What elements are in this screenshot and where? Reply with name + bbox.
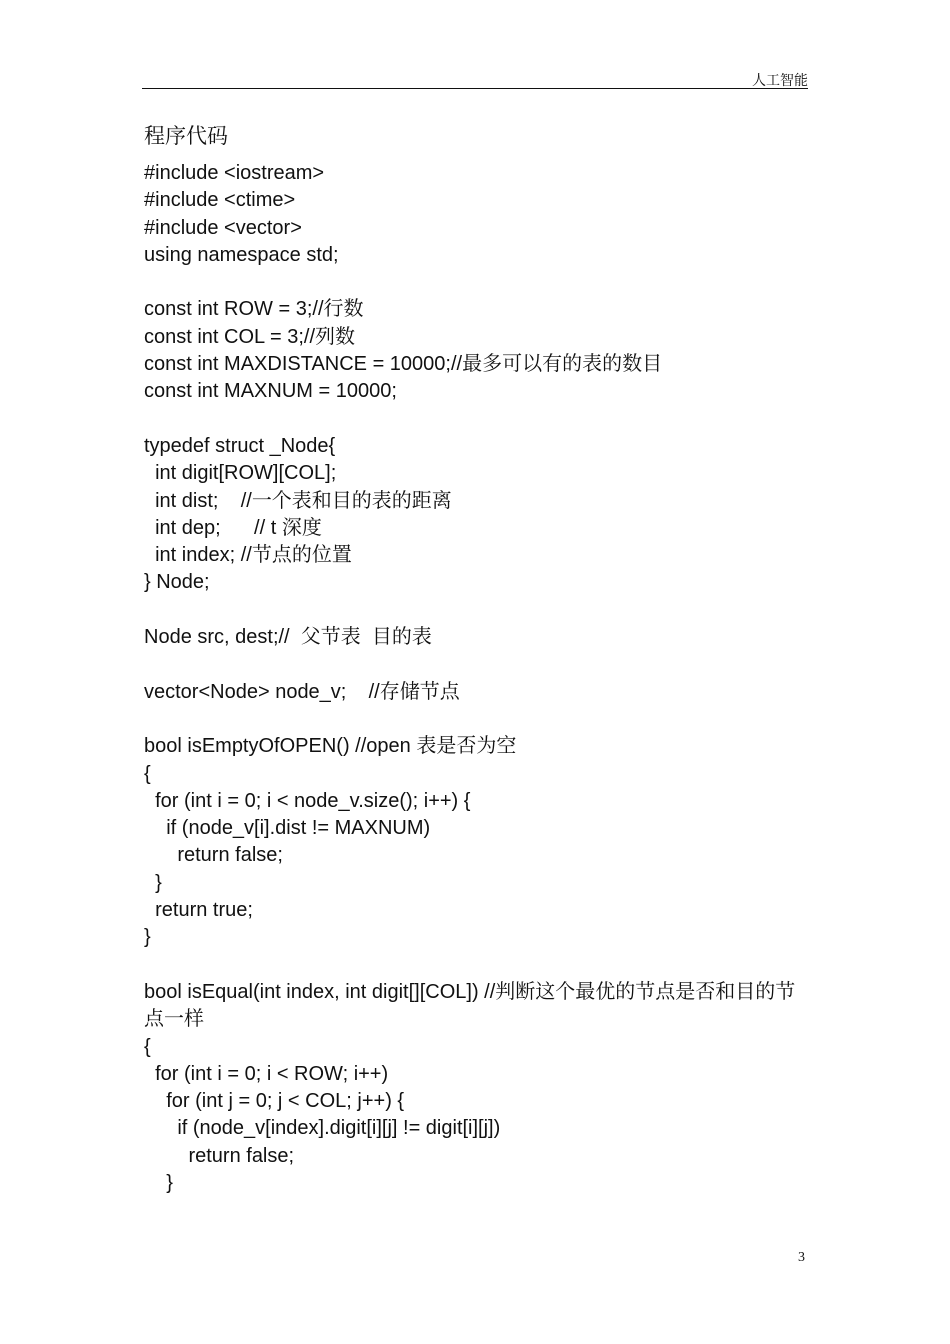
code-line — [144, 706, 810, 733]
section-title: 程序代码 — [144, 124, 228, 148]
code-line: using namespace std; — [144, 243, 339, 266]
code-line: const int ROW = 3;//行数 — [144, 298, 364, 321]
code-line: int index; //节点的位置 — [144, 544, 352, 567]
code-line: typedef struct _Node{ — [144, 434, 336, 457]
running-header: 人工智能 — [752, 73, 808, 89]
code-line: const int MAXNUM = 10000; — [144, 380, 397, 403]
code-line: if (node_v[i].dist != MAXNUM) — [144, 817, 431, 840]
code-line: int dist; //一个表和目的表的距离 — [144, 489, 452, 512]
code-line — [144, 269, 810, 296]
code-line: #include <iostream> — [144, 162, 325, 184]
code-line — [144, 651, 810, 678]
code-line: int digit[ROW][COL]; — [144, 462, 337, 485]
code-line: if (node_v[index].digit[i][j] != digit[i][j]) — [144, 1117, 501, 1140]
code-line: const int MAXDISTANCE = 10000;//最多可以有的表的数目 — [144, 353, 663, 376]
code-line: for (int i = 0; i < node_v.size(); i++) { — [144, 789, 471, 812]
code-line: const int COL = 3;//列数 — [144, 325, 356, 348]
code-line: #include <ctime> — [144, 189, 296, 212]
code-block — [144, 160, 810, 1197]
code-line: for (int j = 0; j < COL; j++) { — [144, 1090, 405, 1113]
code-line — [144, 597, 810, 624]
code-line — [144, 406, 810, 433]
header-rule — [142, 88, 808, 89]
code-line: int dep; // t 深度 — [144, 516, 322, 539]
code-line: } — [144, 871, 162, 894]
code-line: bool isEmptyOfOPEN() //open 表是否为空 — [144, 735, 517, 758]
code-line — [144, 952, 810, 979]
code-line: return false; — [144, 844, 283, 867]
code-line: #include <vector> — [144, 216, 302, 239]
code-line: for (int i = 0; i < ROW; i++) — [144, 1062, 389, 1085]
code-line: } Node; — [144, 571, 210, 594]
code-line: Node src, dest;// 父节表 目的表 — [144, 626, 432, 649]
code-line: bool isEqual(int index, int digit[][COL]) //判断这个最优的节点是否和目的节点一样 — [144, 980, 796, 1031]
page-number: 3 — [798, 1250, 805, 1265]
code-line: return false; — [144, 1144, 295, 1167]
code-line: { — [144, 762, 151, 785]
code-line: } — [144, 926, 151, 949]
code-line: vector<Node> node_v; //存储节点 — [144, 680, 460, 703]
code-line: } — [144, 1171, 173, 1194]
code-line: return true; — [144, 899, 253, 922]
code-line: { — [144, 1035, 151, 1058]
